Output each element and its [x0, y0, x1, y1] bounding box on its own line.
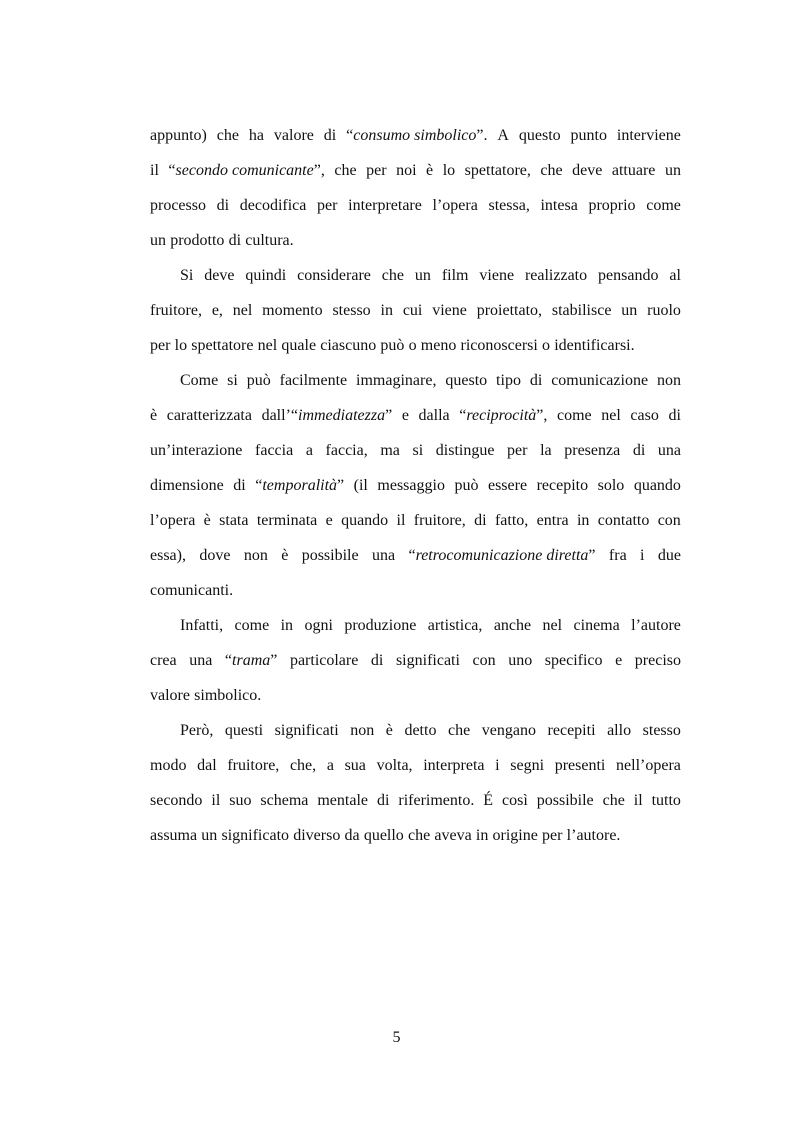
word: di [668, 407, 681, 424]
word: fra [608, 547, 627, 564]
word: dimensione [150, 477, 224, 494]
word: identificarsi. [554, 337, 635, 354]
word: per [542, 827, 563, 844]
word: di [216, 197, 230, 214]
word: possibile [536, 792, 594, 809]
word: in [380, 302, 393, 319]
word: proprio [588, 197, 636, 214]
word: film [441, 267, 469, 284]
word: stessa, [488, 197, 530, 214]
word-group [408, 538, 595, 573]
word: ” [270, 652, 278, 669]
word: “ [255, 477, 263, 494]
word: nell’opera [616, 757, 681, 774]
word: faccia [255, 442, 294, 459]
word: in [475, 827, 489, 844]
word: aveva [434, 827, 472, 844]
word: come [556, 407, 592, 424]
word: tutto [651, 792, 681, 809]
page-number: 5 [392, 1029, 401, 1046]
word: crea [150, 652, 177, 669]
word: ” [588, 547, 596, 564]
word: “ [224, 652, 233, 669]
word: possibile [301, 547, 359, 564]
word: in [280, 617, 294, 634]
text-line [150, 153, 681, 188]
word: segni [510, 757, 545, 774]
word: che [408, 827, 431, 844]
word: a [326, 757, 334, 774]
text-line [150, 468, 681, 503]
word: l’opera [432, 197, 478, 214]
word: suo [229, 792, 252, 809]
word: ” [337, 477, 345, 494]
word: per [317, 197, 338, 214]
word: essa), [150, 547, 186, 564]
word: cultura. [245, 232, 294, 249]
word: una [657, 442, 681, 459]
italic-term: secondo comunicante [175, 162, 314, 179]
word: è [281, 547, 289, 564]
word: intesa [540, 197, 578, 214]
word: allo [607, 722, 632, 739]
word: quando [633, 477, 681, 494]
word: origine [492, 827, 538, 844]
word: presenza [564, 442, 621, 459]
body-text [150, 118, 681, 853]
word: che [381, 267, 404, 284]
word: proiettato, [476, 302, 543, 319]
italic-term: temporalità [262, 477, 338, 494]
text-line [150, 643, 681, 678]
word: immaginare, [356, 372, 437, 389]
word: dove [199, 547, 231, 564]
word: il [396, 512, 406, 529]
word: un’interazione [150, 442, 243, 459]
word: che [540, 162, 563, 179]
word: volta, [376, 757, 413, 774]
word: caratterizzata [166, 407, 252, 424]
word: al [669, 267, 681, 284]
word: questo [445, 372, 488, 389]
word: di [376, 792, 390, 809]
text-line [150, 363, 681, 398]
word: meno [420, 337, 457, 354]
word: noi [396, 162, 417, 179]
word-group [346, 118, 487, 153]
word: cinema [573, 617, 620, 634]
word: recepiti [547, 722, 596, 739]
word-group [262, 407, 386, 424]
word: particolare [289, 652, 359, 669]
word: simbolico. [194, 687, 262, 704]
word: “ [459, 407, 467, 424]
text-line [150, 118, 681, 153]
word: si [227, 372, 238, 389]
word: “ [346, 127, 354, 144]
word: A [497, 127, 509, 144]
word: il [150, 162, 159, 179]
word: “ [408, 547, 416, 564]
word: momento [262, 302, 323, 319]
word-group [459, 398, 547, 433]
word: recepito [536, 477, 589, 494]
word: considerare [297, 267, 371, 284]
word: realizzato [524, 267, 588, 284]
word: quando [341, 512, 389, 529]
word: e [325, 512, 333, 529]
word: quello [363, 827, 404, 844]
word: con [657, 512, 681, 529]
word: comunicanti. [150, 582, 234, 599]
word: può [454, 477, 479, 494]
text-line [150, 223, 681, 258]
word: Però, [180, 722, 214, 739]
word: o [408, 337, 417, 354]
word: nel [257, 337, 278, 354]
word-group [225, 643, 277, 678]
word: significati [274, 722, 339, 739]
word: fruitore, [413, 512, 466, 529]
word: mentale [317, 792, 368, 809]
text-line [150, 573, 681, 608]
word: produzione [344, 617, 417, 634]
word: un [201, 827, 218, 844]
word: viene [432, 302, 467, 319]
word: specifico [544, 652, 603, 669]
word: un [414, 267, 431, 284]
word: tipo [496, 372, 521, 389]
word: valore [150, 687, 190, 704]
word: terminata [256, 512, 318, 529]
word: quale [281, 337, 317, 354]
word: ciascuno [320, 337, 377, 354]
word: può [380, 337, 405, 354]
word: significati [395, 652, 460, 669]
word: ”. [476, 127, 488, 144]
word: è [426, 162, 434, 179]
word: che, [289, 757, 317, 774]
word: dal [197, 757, 217, 774]
text-line [150, 678, 681, 713]
italic-term: immediatezza [298, 407, 386, 424]
word: è [385, 722, 393, 739]
word: che [216, 127, 239, 144]
word: nel [542, 617, 563, 634]
word: che [448, 722, 471, 739]
word: artistica, [427, 617, 483, 634]
word: riferimento. [398, 792, 475, 809]
text-line [150, 188, 681, 223]
word: stata [219, 512, 249, 529]
word: per [366, 162, 387, 179]
word: stesso [332, 302, 371, 319]
word-group [168, 162, 313, 179]
word: uno [508, 652, 533, 669]
word: distingue [435, 442, 495, 459]
word: e, [211, 302, 223, 319]
word: preciso [634, 652, 681, 669]
word: contatto [597, 512, 650, 529]
word: non [243, 547, 268, 564]
word: punto [570, 127, 607, 144]
word: l’autore [631, 617, 681, 634]
word: i [640, 547, 645, 564]
word: così [502, 792, 528, 809]
word: nel [232, 302, 253, 319]
word: stabilisce [551, 302, 612, 319]
word: valore [273, 127, 314, 144]
word: i [495, 757, 500, 774]
word: è [150, 407, 158, 424]
word: come [646, 197, 681, 214]
word-group [255, 477, 337, 494]
word: spettatore [191, 337, 254, 354]
word: non [350, 722, 375, 739]
word: nel [601, 407, 621, 424]
word: modo [150, 757, 187, 774]
word: di [370, 652, 384, 669]
word: attuare [611, 162, 656, 179]
word: facilmente [279, 372, 348, 389]
word: sua [344, 757, 366, 774]
italic-term: retrocomunicazione diretta [415, 547, 589, 564]
word: significato [221, 827, 290, 844]
word: e [615, 652, 623, 669]
word: un [150, 232, 166, 249]
word: comunicazione [551, 372, 649, 389]
text-line [150, 503, 681, 538]
word: per [150, 337, 171, 354]
word: interpreta [423, 757, 485, 774]
word: spettatore, [464, 162, 531, 179]
word: presenti [554, 757, 606, 774]
word: ogni [304, 617, 333, 634]
word: un [621, 302, 638, 319]
word: di [323, 127, 337, 144]
text-line [150, 713, 681, 748]
italic-term: consumo simbolico [353, 127, 477, 144]
word-group [255, 468, 344, 503]
italic-term: trama [232, 652, 271, 669]
word: “ [168, 162, 176, 179]
word: ”, [313, 162, 325, 179]
word: da [344, 827, 360, 844]
word: una [371, 547, 396, 564]
word: (il [353, 477, 368, 494]
word-group [408, 547, 588, 564]
word: assuma [150, 827, 198, 844]
text-line [150, 608, 681, 643]
word: il [211, 792, 221, 809]
word: stesso [642, 722, 681, 739]
word: di [474, 512, 487, 529]
word: appunto) [150, 127, 207, 144]
text-line [150, 398, 681, 433]
word: dall’“ [261, 407, 298, 424]
word: si [412, 442, 424, 459]
word: lo [442, 162, 456, 179]
word: anche [493, 617, 532, 634]
word: di [228, 232, 242, 249]
text-line [150, 433, 681, 468]
word: É [483, 792, 494, 809]
word: deve [204, 267, 235, 284]
word-group [262, 398, 393, 433]
word-group [168, 153, 324, 188]
word: interpretare [348, 197, 422, 214]
paragraph [150, 713, 681, 853]
word: ”, [536, 407, 548, 424]
word: dalla [418, 407, 450, 424]
word: essere [487, 477, 528, 494]
word: processo [150, 197, 206, 214]
word: ruolo [647, 302, 681, 319]
word: entra [536, 512, 569, 529]
word: ” [385, 407, 393, 424]
word: che [334, 162, 357, 179]
word: l’opera [150, 512, 196, 529]
word: messaggio [377, 477, 445, 494]
word: vengano [481, 722, 536, 739]
word: quindi [245, 267, 287, 284]
word: di [529, 372, 543, 389]
paragraph [150, 118, 681, 258]
word: ha [248, 127, 264, 144]
word: o [542, 337, 551, 354]
text-line [150, 538, 681, 573]
text-line [150, 818, 681, 853]
word: non [656, 372, 681, 389]
word-group [225, 652, 270, 669]
word: la [540, 442, 552, 459]
word: deve [572, 162, 603, 179]
word: un [664, 162, 681, 179]
word: diverso [293, 827, 341, 844]
word: due [657, 547, 681, 564]
italic-term: reciprocità [466, 407, 537, 424]
word: decodifica [239, 197, 307, 214]
word: come [234, 617, 270, 634]
word: questo [518, 127, 561, 144]
word: Come [180, 372, 219, 389]
word: solo [597, 477, 625, 494]
word: Infatti, [180, 617, 224, 634]
word: in [576, 512, 590, 529]
word: pensando [598, 267, 659, 284]
text-line [150, 328, 681, 363]
word: fatto, [494, 512, 529, 529]
word: riconoscersi [460, 337, 538, 354]
word: può [246, 372, 271, 389]
text-line [150, 748, 681, 783]
word: e [401, 407, 409, 424]
word: lo [174, 337, 188, 354]
word: viene [479, 267, 515, 284]
word: faccia, [325, 442, 368, 459]
word: cui [402, 302, 423, 319]
word: di [233, 477, 246, 494]
text-line [150, 258, 681, 293]
word: con [472, 652, 496, 669]
word: schema [260, 792, 309, 809]
word: ma [380, 442, 400, 459]
word: fruitore, [150, 302, 202, 319]
word-group [346, 127, 476, 144]
word: interviene [616, 127, 681, 144]
word: caso [630, 407, 659, 424]
word: è [203, 512, 211, 529]
word: di [632, 442, 646, 459]
paragraph [150, 258, 681, 363]
word: per [507, 442, 528, 459]
paragraph [150, 608, 681, 713]
word-group [459, 407, 536, 424]
word: il [633, 792, 643, 809]
word: a [305, 442, 313, 459]
word: Si [180, 267, 194, 284]
word: questi [224, 722, 264, 739]
word: che [602, 792, 625, 809]
word: una [189, 652, 213, 669]
text-line [150, 293, 681, 328]
paragraph [150, 363, 681, 608]
word: l’autore. [566, 827, 621, 844]
word: prodotto [170, 232, 225, 249]
word: detto [404, 722, 437, 739]
word: secondo [150, 792, 203, 809]
word: fruitore, [227, 757, 280, 774]
text-line [150, 783, 681, 818]
